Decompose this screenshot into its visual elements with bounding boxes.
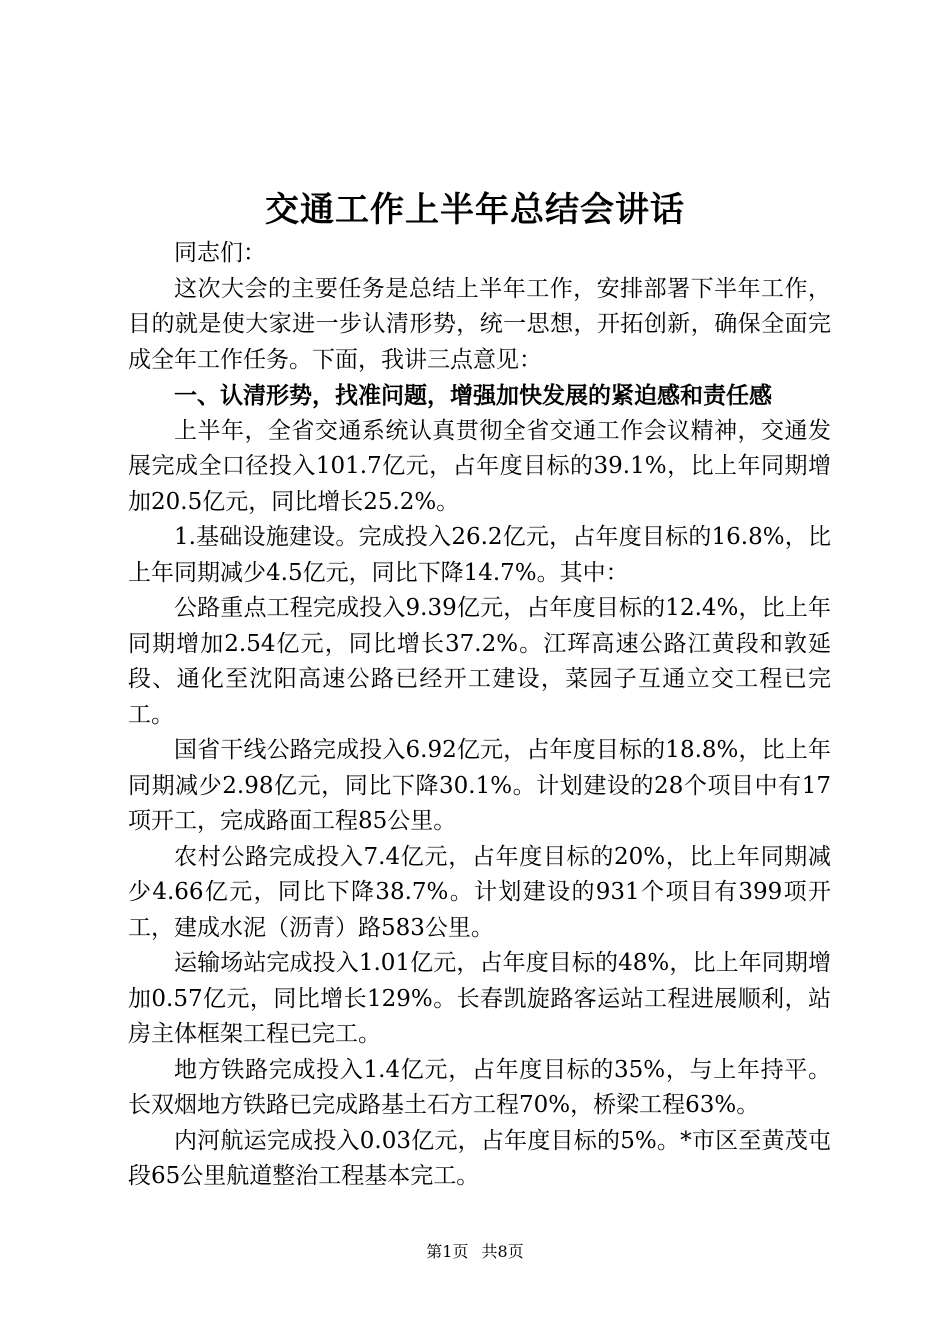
paragraph: 农村公路完成投入7.4亿元，占年度目标的20%，比上年同期减少4.66亿元，同比下降38.7%。计划建设的931个项目有399项开工，建成水泥（沥青）路583公里。: [128, 843, 831, 941]
page-footer: [0, 1240, 950, 1264]
page-number: 第1页: [426, 1242, 469, 1261]
paragraph: 上半年，全省交通系统认真贯彻全省交通工作会议精神，交通发展完成全口径投入101.7亿元，占年度目标的39.1%，比上年同期增加20.5亿元，同比增长25.2%。: [128, 417, 831, 515]
paragraph: 内河航运完成投入0.03亿元，占年度目标的5%。*市区至黄茂屯段65公里航道整治工程基本完工。: [128, 1127, 831, 1189]
document-title: 交通工作上半年总结会讲话: [265, 190, 685, 230]
paragraph: 地方铁路完成投入1.4亿元，占年度目标的35%，与上年持平。长双烟地方铁路已完成路基土石方工程70%，桥梁工程63%。: [128, 1056, 831, 1118]
paragraph: 1.基础设施建设。完成投入26.2亿元，占年度目标的16.8%，比上年同期减少4.5亿元，同比下降14.7%。其中：: [128, 524, 831, 586]
salutation: 同志们：: [174, 240, 266, 266]
document-body: [128, 236, 831, 1195]
paragraph: 运输场站完成投入1.01亿元，占年度目标的48%，比上年同期增加0.57亿元，同比增长129%。长春凯旋路客运站工程进展顺利，站房主体框架工程已完工。: [128, 950, 831, 1047]
paragraph: 公路重点工程完成投入9.39亿元，占年度目标的12.4%，比上年同期增加2.54亿元，同比增长37.2%。江珲高速公路江黄段和敦延段、通化至沈阳高速公路已经开工建设，菜园子互通立交工程已完工。: [128, 595, 831, 728]
paragraph: 国省干线公路完成投入6.92亿元，占年度目标的18.8%，比上年同期减少2.98亿元，同比下降30.1%。计划建设的28个项目中有17项开工，完成路面工程85公里。: [128, 737, 831, 834]
section-heading: 一、认清形势，找准问题，增强加快发展的紧迫感和责任感: [174, 382, 772, 409]
paragraph: 这次大会的主要任务是总结上半年工作，安排部署下半年工作，目的就是使大家进一步认清形势，统一思想，开拓创新，确保全面完成全年工作任务。下面，我讲三点意见：: [128, 275, 831, 373]
page-total: 共8页: [481, 1242, 524, 1261]
